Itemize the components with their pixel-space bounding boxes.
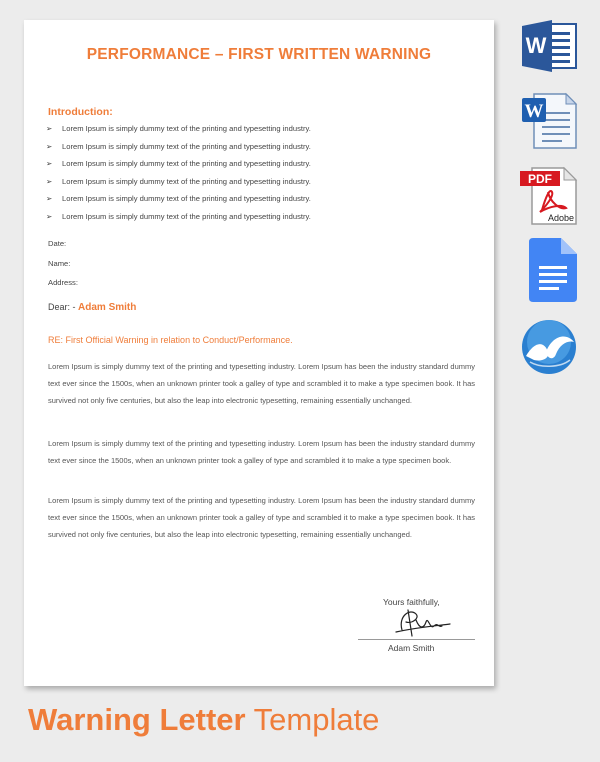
- date-label: Date:: [48, 239, 67, 248]
- svg-text:Adobe: Adobe: [547, 213, 575, 223]
- signature-line: [358, 639, 475, 640]
- document-title: PERFORMANCE – FIRST WRITTEN WARNING: [86, 46, 432, 63]
- recipient-name: Adam Smith: [78, 302, 137, 313]
- list-item: ➢ Lorem Ipsum is simply dummy text of the printing and typesetting industry.: [46, 211, 311, 221]
- signer-name: Adam Smith: [388, 643, 435, 653]
- list-item: ➢ Lorem Ipsum is simply dummy text of the printing and typesetting industry.: [46, 159, 311, 169]
- salutation-label: Dear: -: [48, 302, 76, 312]
- svg-text:W: W: [525, 33, 547, 58]
- body-paragraph: Lorem Ipsum is simply dummy text of the printing and typesetting industry. Lorem Ipsum has been the industry standard dummy text ever since the 1500s, when an unknown printer took a galley of type and scrambled it to make a type specimen book.: [48, 439, 475, 466]
- address-label: Address:: [48, 278, 78, 287]
- body-paragraph: Lorem Ipsum is simply dummy text of the printing and typesetting industry. Lorem Ipsum has been the industry standard dummy text ever since the 1500s, when an unknown printer took a galley of type and scrambled it to make a type specimen book. It has survived not only five centuries, but also the leap into electronic typesetting, remaining essentially unchanged.: [48, 362, 475, 406]
- bullet-arrow-icon: ➢: [46, 141, 53, 151]
- list-item: ➢ Lorem Ipsum is simply dummy text of the printing and typesetting industry.: [46, 176, 311, 186]
- openoffice-icon[interactable]: [520, 318, 580, 376]
- page-footer-title: [28, 702, 379, 738]
- salutation: [48, 302, 136, 313]
- bullet-arrow-icon: ➢: [46, 176, 53, 186]
- bullet-arrow-icon: ➢: [46, 159, 53, 169]
- list-item: ➢ Lorem Ipsum is simply dummy text of the printing and typesetting industry.: [46, 124, 311, 133]
- list-item: ➢ Lorem Ipsum is simply dummy text of the printing and typesetting industry.: [46, 141, 311, 151]
- svg-text:W: W: [524, 101, 544, 122]
- subject-line: [48, 335, 293, 345]
- bullet-arrow-icon: ➢: [46, 124, 53, 133]
- footer-title-light: Template: [253, 702, 380, 737]
- google-docs-icon[interactable]: [527, 236, 579, 304]
- bullet-arrow-icon: ➢: [46, 194, 53, 204]
- letter-page: [24, 20, 494, 686]
- name-label: Name:: [48, 259, 71, 268]
- intro-heading: Introduction:: [48, 106, 113, 118]
- pdf-icon[interactable]: [520, 166, 580, 226]
- svg-text:PDF: PDF: [528, 172, 552, 186]
- bullet-arrow-icon: ➢: [46, 211, 53, 221]
- word-2013-icon[interactable]: [520, 20, 578, 72]
- bullet-list: [46, 124, 311, 230]
- closing-line: Yours faithfully,: [383, 597, 440, 607]
- signature-image: [394, 604, 454, 640]
- body-paragraph: Lorem Ipsum is simply dummy text of the printing and typesetting industry. Lorem Ipsum has been the industry standard dummy text ever since the 1500s, when an unknown printer took a galley of type and scrambled it to make a type specimen book. It has survived not only five centuries, but also the leap into electronic typesetting, remaining essentially unchanged.: [48, 496, 475, 540]
- footer-title-bold: Warning Letter: [28, 702, 246, 737]
- list-item: ➢ Lorem Ipsum is simply dummy text of the printing and typesetting industry.: [46, 194, 311, 204]
- word-2003-icon[interactable]: [520, 92, 580, 150]
- subject-label: RE:: [48, 335, 64, 345]
- subject-text: First Official Warning in relation to Conduct/Performance.: [65, 335, 293, 345]
